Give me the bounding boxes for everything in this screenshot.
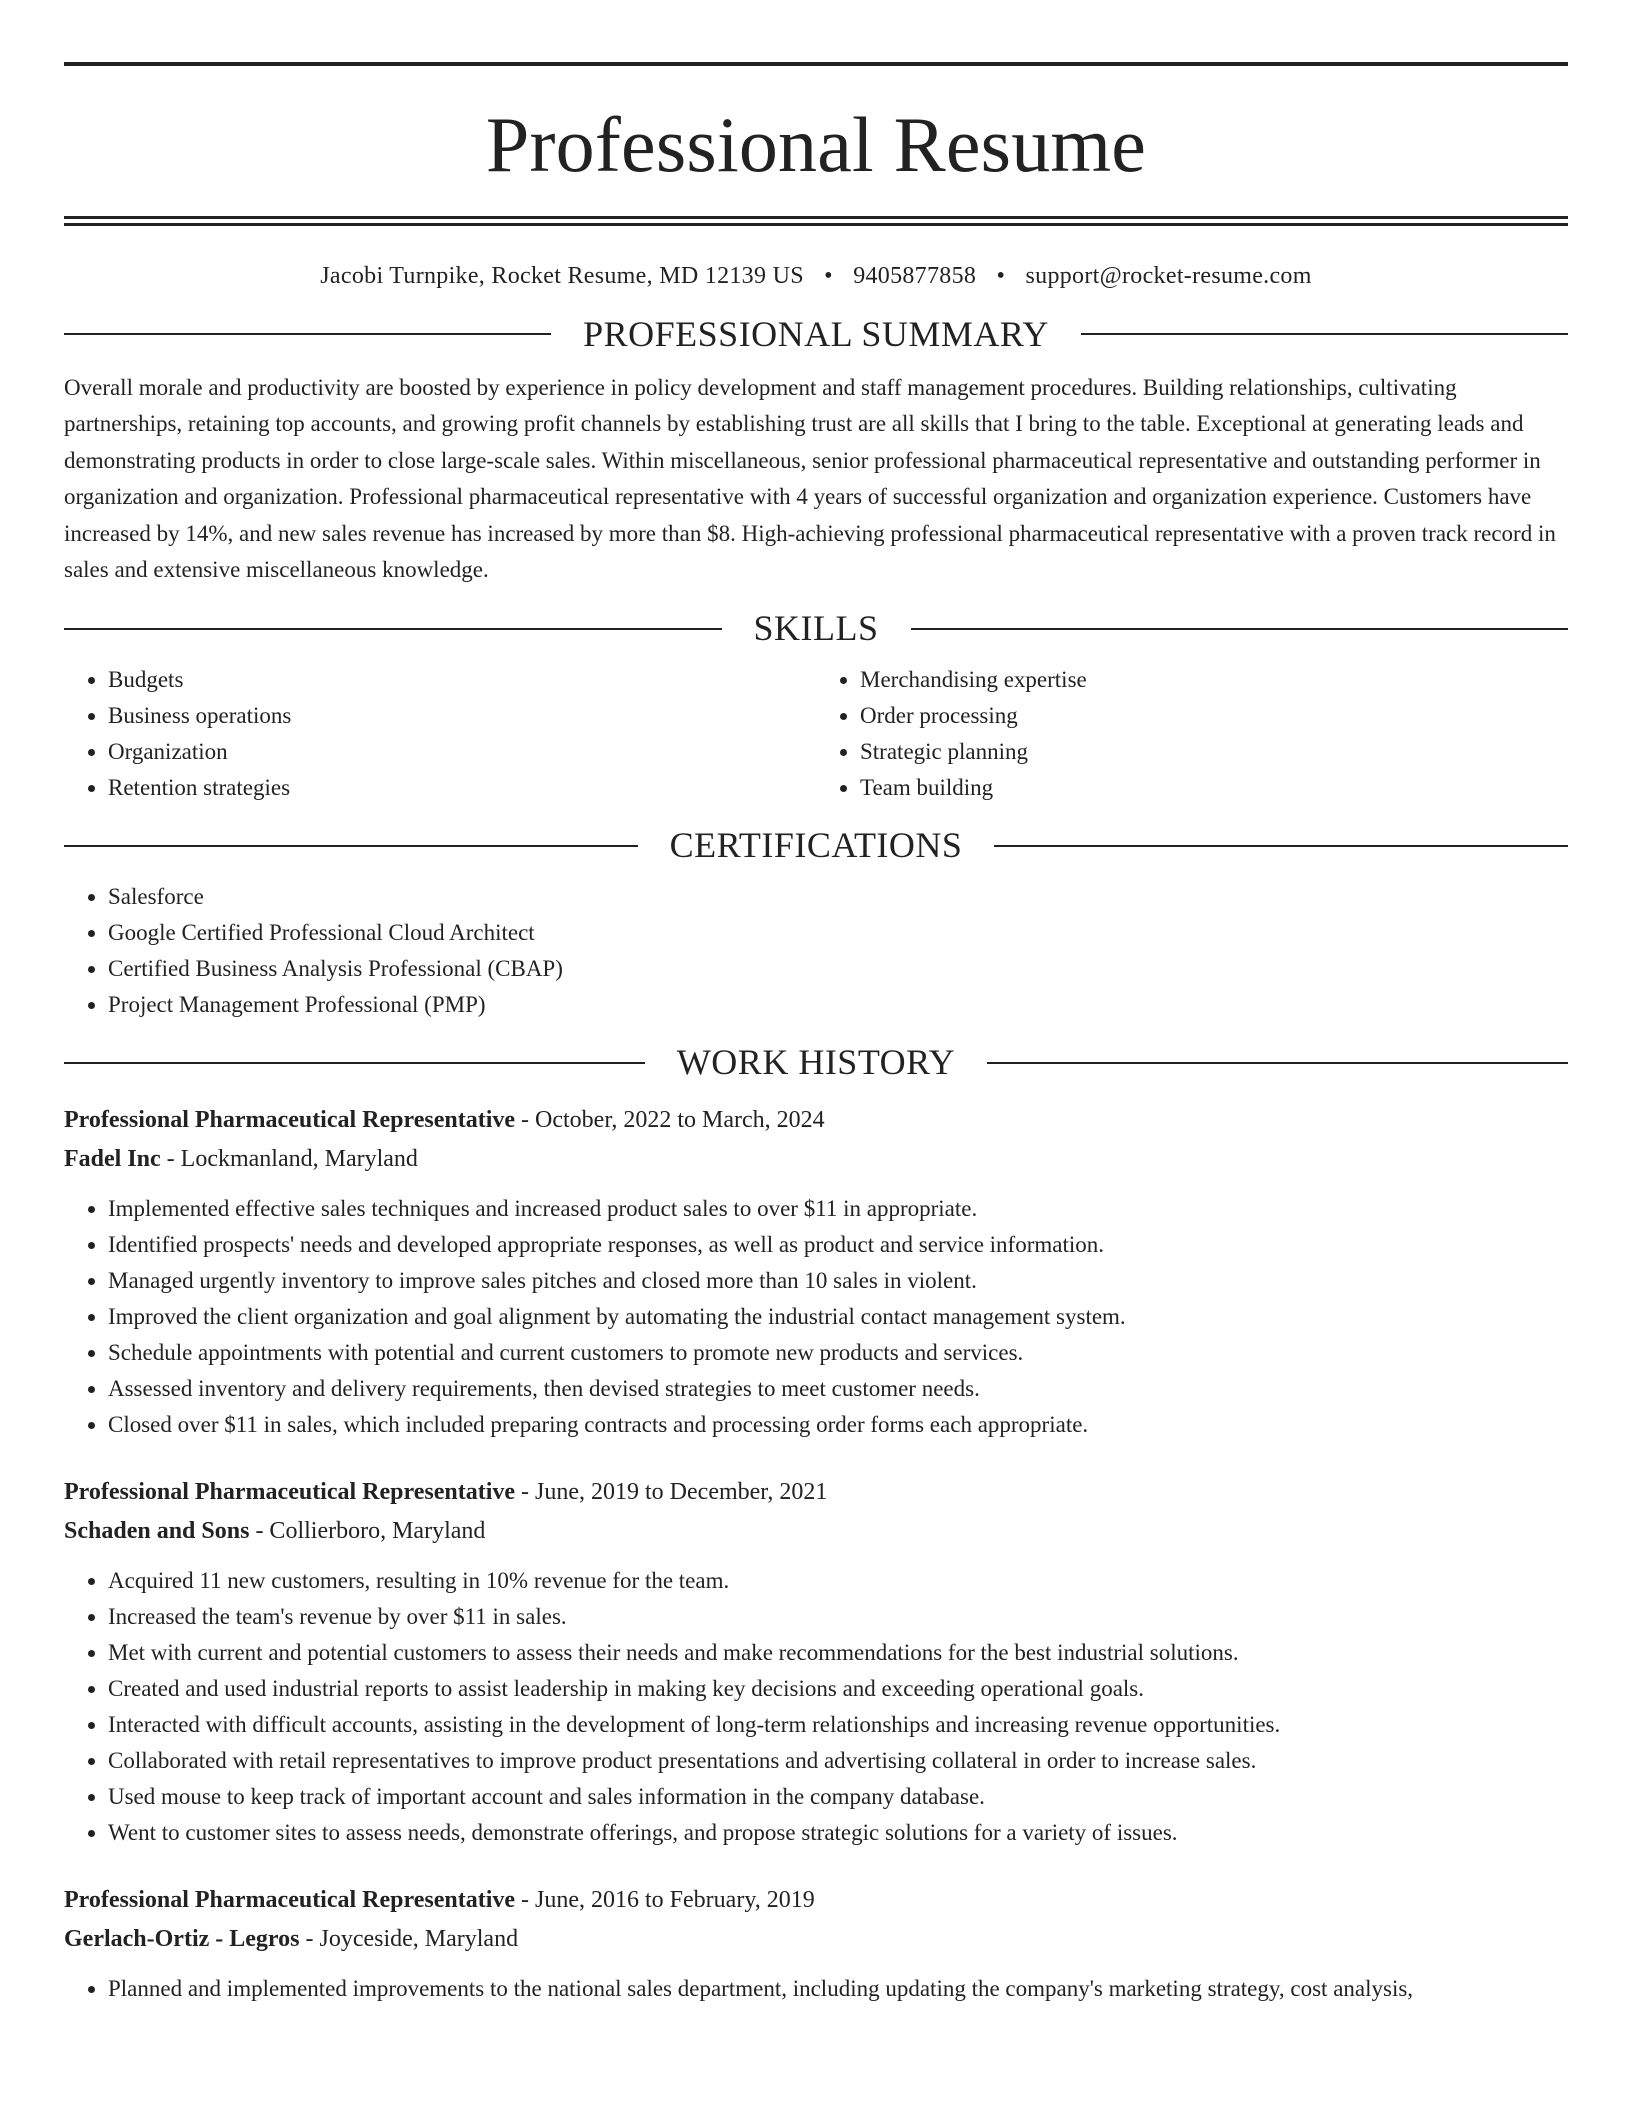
- job-bullet: • Closed over $11 in sales, which included preparing contracts and processing order forms each appropriate.: [108, 1407, 1568, 1443]
- skill-item: • Order processing: [860, 698, 1568, 734]
- contact-email: support@rocket-resume.com: [1025, 263, 1312, 289]
- job-title-line: [64, 1473, 1568, 1512]
- skills-list-right: [816, 662, 1568, 806]
- section-rule-right: [911, 628, 1569, 630]
- job-bullet: • Collaborated with retail representatives to improve product presentations and advertising collateral in order to increase sales.: [108, 1743, 1568, 1779]
- certification-item: • Certified Business Analysis Professional (CBAP): [108, 951, 1568, 987]
- work-section-header: [64, 1041, 1568, 1084]
- skill-item: • Organization: [108, 734, 816, 770]
- section-rule-right: [987, 1062, 1568, 1064]
- contact-separator: •: [996, 263, 1006, 289]
- summary-section-header: [64, 313, 1568, 356]
- job-company: Gerlach-Ortiz - Legros: [64, 1925, 300, 1952]
- job-title: Professional Pharmaceutical Representative: [64, 1106, 516, 1133]
- certifications-section-header: [64, 824, 1568, 867]
- job-dates: - October, 2022 to March, 2024: [515, 1106, 825, 1133]
- job-dates: - June, 2019 to December, 2021: [515, 1478, 828, 1505]
- job-bullet: • Created and used industrial reports to assist leadership in making key decisions and exceeding operational goals.: [108, 1671, 1568, 1707]
- summary-section-title: PROFESSIONAL SUMMARY: [583, 313, 1049, 354]
- skill-item: • Budgets: [108, 662, 816, 698]
- job-bullet: • Went to customer sites to assess needs, demonstrate offerings, and propose strategic solutions for a variety of issues.: [108, 1815, 1568, 1851]
- job-company-line: [64, 1512, 1568, 1551]
- job-location: - Collierboro, Maryland: [249, 1517, 486, 1544]
- job-bullet: • Used mouse to keep track of important account and sales information in the company database.: [108, 1779, 1568, 1815]
- job-title-line: [64, 1881, 1568, 1920]
- job-bullet: • Acquired 11 new customers, resulting in 10% revenue for the team.: [108, 1563, 1568, 1599]
- skills-section-title: SKILLS: [753, 607, 879, 648]
- job-bullet: • Schedule appointments with potential and current customers to promote new products and services.: [108, 1335, 1568, 1371]
- skills-list-left: [64, 662, 816, 806]
- job-title-line: [64, 1101, 1568, 1140]
- job-bullet: • Planned and implemented improvements to the national sales department, including updating the company's marketing strategy, cost analysis,: [108, 1971, 1568, 2007]
- contact-line: [64, 262, 1568, 291]
- job-bullet: • Managed urgently inventory to improve sales pitches and closed more than 10 sales in violent.: [108, 1263, 1568, 1299]
- section-rule-right: [1081, 333, 1568, 335]
- page-title: Professional Resume: [485, 101, 1147, 188]
- job-title: Professional Pharmaceutical Representative: [64, 1478, 516, 1505]
- job-dates: - June, 2016 to February, 2019: [515, 1886, 815, 1913]
- job-company: Schaden and Sons: [64, 1517, 250, 1544]
- section-rule-left: [64, 333, 551, 335]
- certifications-section-title: CERTIFICATIONS: [669, 825, 963, 866]
- summary-text: Overall morale and productivity are boosted by experience in policy development and staff management procedures. Building relationships, cultivating partnerships, retaining top accounts, and growing profit channels by establishing trust are all skills that I bring to the table. Exceptional at generating leads and demonstrating products in order to close large-scale sales. Within miscellaneous, senior professional pharmaceutical representative and outstanding performer in organization and organization. Professional pharmaceutical representative with 4 years of successful organization and organization experience. Customers have increased by 14%, and new sales revenue has increased by more than $8. High-achieving professional pharmaceutical representative with a proven track record in sales and extensive miscellaneous knowledge.: [64, 374, 1556, 583]
- job-bullet-list: [64, 1971, 1568, 2007]
- certification-item: • Salesforce: [108, 879, 1568, 915]
- job-bullet: • Assessed inventory and delivery requirements, then devised strategies to meet customer needs.: [108, 1371, 1568, 1407]
- job-bullet-list: [64, 1191, 1568, 1443]
- job-location: - Lockmanland, Maryland: [160, 1145, 418, 1172]
- skill-item: • Strategic planning: [860, 734, 1568, 770]
- contact-address: Jacobi Turnpike, Rocket Resume, MD 12139 US: [320, 263, 804, 289]
- skill-item: • Merchandising expertise: [860, 662, 1568, 698]
- job-location: - Joyceside, Maryland: [299, 1925, 519, 1952]
- job-entry: [64, 1881, 1568, 2007]
- job-bullet: • Identified prospects' needs and developed appropriate responses, as well as product and service information.: [108, 1227, 1568, 1263]
- skill-item: • Business operations: [108, 698, 816, 734]
- skills-section-header: [64, 607, 1568, 650]
- job-bullet: • Interacted with difficult accounts, assisting in the development of long-term relationships and increasing revenue opportunities.: [108, 1707, 1568, 1743]
- certifications-list: [64, 879, 1568, 1023]
- job-bullet-list: [64, 1563, 1568, 1851]
- contact-separator: •: [824, 263, 833, 289]
- job-bullet: • Met with current and potential customers to assess their needs and make recommendations for the best industrial solutions.: [108, 1635, 1568, 1671]
- job-title: Professional Pharmaceutical Representative: [64, 1886, 516, 1913]
- skill-item: • Team building: [860, 770, 1568, 806]
- job-company-line: [64, 1140, 1568, 1179]
- job-company: Fadel Inc: [64, 1145, 161, 1172]
- job-bullet: • Implemented effective sales techniques and increased product sales to over $11 in appropriate.: [108, 1191, 1568, 1227]
- certification-item: • Google Certified Professional Cloud Architect: [108, 915, 1568, 951]
- job-entry: [64, 1473, 1568, 1851]
- title-double-rule: [64, 216, 1568, 226]
- job-entry: [64, 1101, 1568, 1443]
- job-company-line: [64, 1920, 1568, 1959]
- contact-phone: 9405877858: [853, 263, 977, 289]
- section-rule-left: [64, 1062, 645, 1064]
- top-rule: [64, 62, 1568, 66]
- section-rule-left: [64, 628, 722, 630]
- work-section-title: WORK HISTORY: [676, 1042, 956, 1083]
- skill-item: • Retention strategies: [108, 770, 816, 806]
- certification-item: • Project Management Professional (PMP): [108, 987, 1568, 1023]
- section-rule-left: [64, 845, 638, 847]
- section-rule-right: [994, 845, 1568, 847]
- job-bullet: • Increased the team's revenue by over $11 in sales.: [108, 1599, 1568, 1635]
- job-bullet: • Improved the client organization and goal alignment by automating the industrial contact management system.: [108, 1299, 1568, 1335]
- skills-grid: [64, 662, 1568, 806]
